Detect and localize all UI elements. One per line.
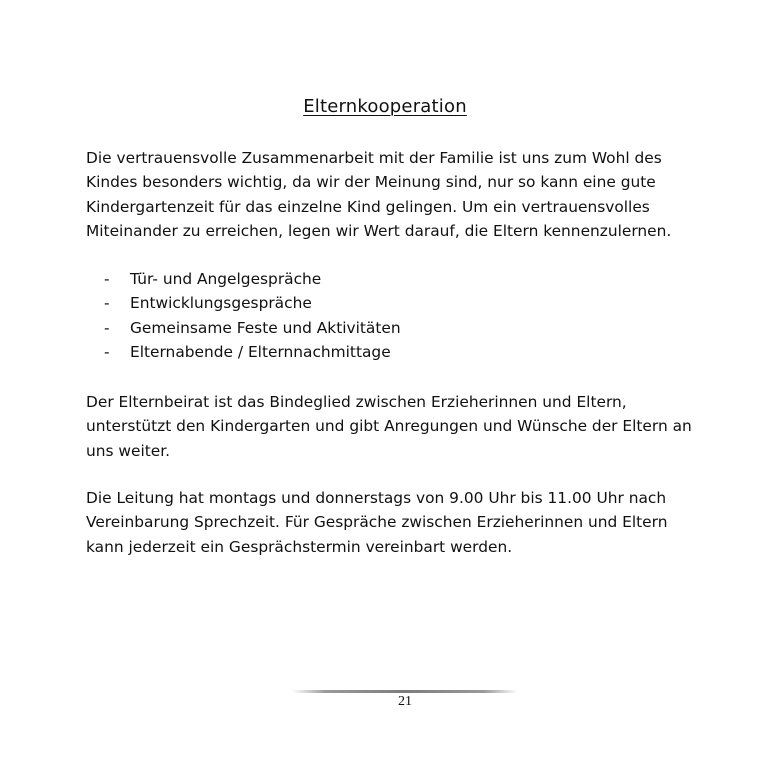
paragraph-line: Vereinbarung Sprechzeit. Für Gespräche zwischen Erzieherinnen und Eltern bbox=[86, 513, 668, 532]
paragraph-line: Miteinander zu erreichen, legen wir Wert darauf, die Eltern kennenzulernen. bbox=[86, 221, 672, 240]
paragraph-line: Kindergartenzeit für das einzelne Kind gelingen. Um ein vertrauensvolles bbox=[86, 197, 650, 216]
list-item-label: Entwicklungsgespräche bbox=[130, 294, 312, 313]
paragraph-line: unterstützt den Kindergarten und gibt Anregungen und Wünsche der Eltern an bbox=[86, 417, 692, 436]
paragraph-line: kann jederzeit ein Gesprächstermin vereinbart werden. bbox=[86, 537, 513, 556]
list-item bbox=[104, 316, 401, 340]
bullet-marker: - bbox=[104, 294, 110, 313]
list-item-label: Elternabende / Elternnachmittage bbox=[130, 342, 391, 361]
page-number: 21 bbox=[398, 694, 412, 709]
list-item-label: Tür- und Angelgespräche bbox=[130, 270, 322, 288]
bullet-marker: - bbox=[104, 318, 110, 337]
footer-divider bbox=[292, 690, 518, 693]
list-item-label: Gemeinsame Feste und Aktivitäten bbox=[130, 318, 401, 337]
list-item bbox=[104, 340, 401, 364]
intro-paragraph bbox=[86, 146, 746, 243]
list-item bbox=[104, 267, 401, 291]
list-item bbox=[104, 291, 401, 315]
paragraph-line: Die vertrauensvolle Zusammenarbeit mit der Familie ist uns zum Wohl des bbox=[86, 149, 662, 167]
paragraph-line: Kindes besonders wichtig, da wir der Meinung sind, nur so kann eine gute bbox=[86, 173, 656, 192]
office-hours-paragraph bbox=[86, 486, 746, 559]
page-title: Elternkooperation bbox=[303, 96, 467, 117]
paragraph-line: uns weiter. bbox=[86, 441, 171, 460]
parents-council-paragraph bbox=[86, 390, 746, 463]
paragraph-line: Der Elternbeirat ist das Bindeglied zwischen Erzieherinnen und Eltern, bbox=[86, 393, 627, 411]
cooperation-list bbox=[104, 267, 401, 364]
bullet-marker: - bbox=[104, 342, 110, 361]
bullet-marker: - bbox=[104, 270, 110, 288]
paragraph-line: Die Leitung hat montags und donnerstags von 9.00 Uhr bis 11.00 Uhr nach bbox=[86, 489, 667, 507]
